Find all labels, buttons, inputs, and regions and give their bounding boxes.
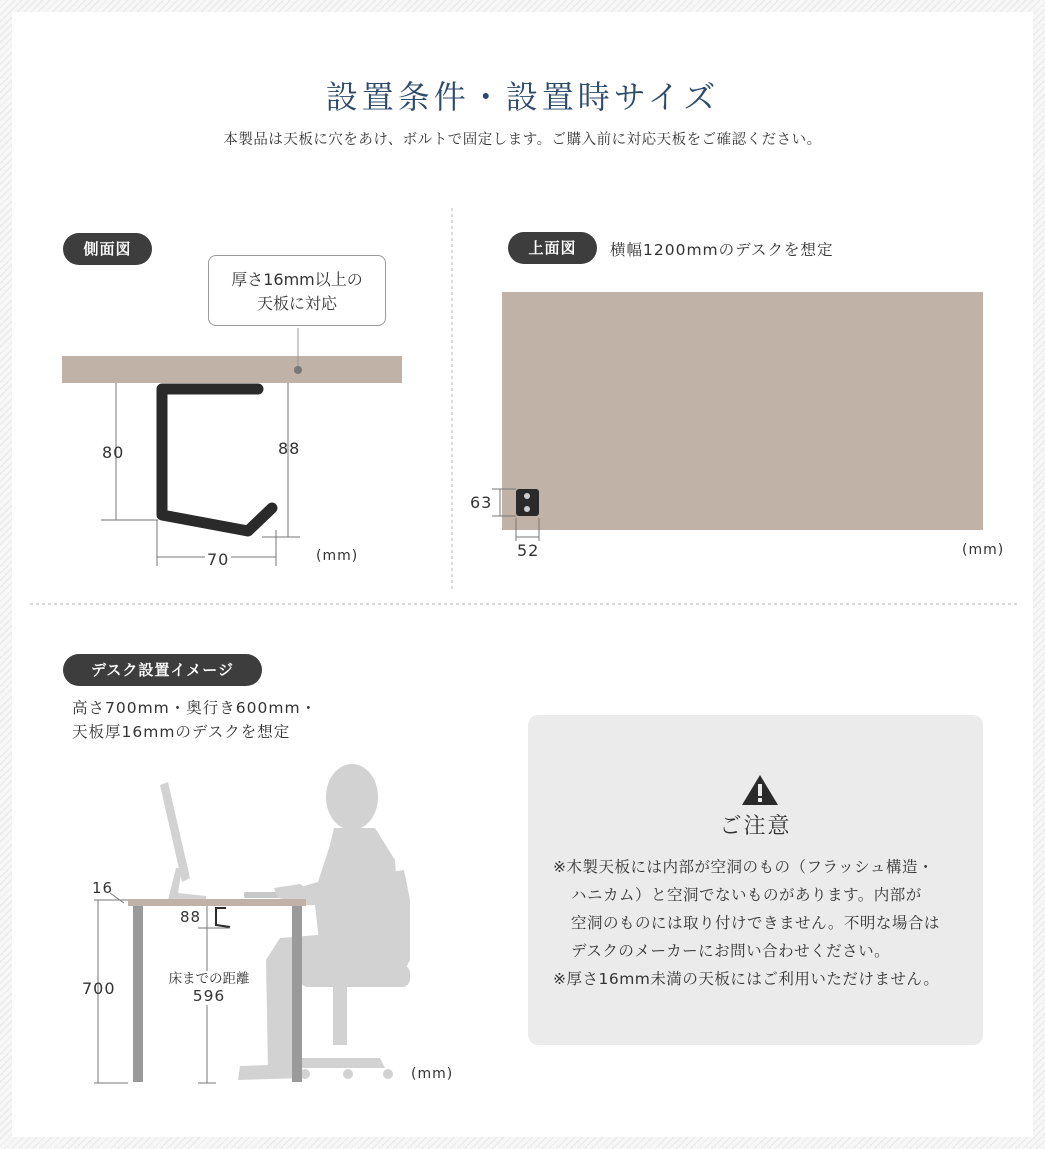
top-bolt-2 [524, 506, 530, 512]
top-bolt-1 [524, 493, 530, 499]
side-hook-shape [162, 389, 272, 531]
side-dim-88-label: 88 [278, 439, 301, 458]
install-desktop [128, 899, 306, 906]
install-desc [72, 696, 317, 744]
side-desk-board [62, 356, 402, 383]
callout-line-2: 天板に対応 [256, 294, 337, 313]
top-desk-board [502, 292, 983, 530]
page-subtitle: 本製品は天板に穴をあけ、ボルトで固定します。ご購入前に対応天板をご確認ください。 [223, 132, 822, 148]
top-dim-63-label: 63 [470, 493, 493, 512]
top-view-pill: 上面図 [508, 232, 597, 264]
notice-line-5: ※厚さ16mm未満の天板にはご利用いただけません。 [553, 970, 940, 988]
install-unit-label: (mm) [411, 1066, 454, 1082]
install-leg-right [292, 906, 302, 1082]
notice-title: ご注意 [719, 814, 792, 839]
install-desc-line-2: 天板厚16mmのデスクを想定 [72, 723, 291, 741]
side-view-pill: 側面図 [63, 233, 152, 265]
install-dim-700-label: 700 [82, 979, 116, 998]
install-image-pill: デスク設置イメージ [63, 654, 262, 686]
callout-dot [294, 366, 302, 374]
install-hook [216, 908, 230, 927]
monitor-silhouette [160, 782, 190, 882]
floor-distance-label [163, 971, 255, 1005]
warning-icon [740, 773, 780, 807]
floor-distance-value: 596 [192, 987, 226, 1005]
side-dim-70-label: 70 [207, 550, 230, 569]
page-title: 設置条件・設置時サイズ [325, 78, 720, 116]
top-view-caption: 横幅1200mmのデスクを想定 [610, 241, 834, 259]
floor-distance-caption: 床までの距離 [168, 971, 250, 987]
install-desc-line-1: 高さ700mm・奥行き600mm・ [72, 699, 318, 717]
install-leg-left [133, 906, 143, 1082]
person-silhouette [238, 764, 400, 1080]
install-dim-16-label: 16 [92, 879, 114, 897]
install-dim-88-label: 88 [180, 908, 202, 926]
side-dim-80-label: 80 [102, 443, 125, 462]
notice-line-3: 空洞のものには取り付けできません。不明な場合は [571, 914, 940, 932]
top-unit-label: (mm) [962, 542, 1005, 558]
thickness-callout [208, 255, 386, 326]
notice-line-4: デスクのメーカーにお問い合わせください。 [571, 942, 891, 960]
side-unit-label: (mm) [316, 548, 359, 564]
notice-line-2: ハニカム）と空洞でないものがあります。内部が [571, 886, 922, 904]
callout-line-1: 厚さ16mm以上の [231, 270, 363, 289]
notice-line-1: ※木製天板には内部が空洞のもの（フラッシュ構造・ [553, 858, 934, 876]
top-dim-52-label: 52 [517, 541, 540, 560]
notice-box [528, 715, 983, 1045]
